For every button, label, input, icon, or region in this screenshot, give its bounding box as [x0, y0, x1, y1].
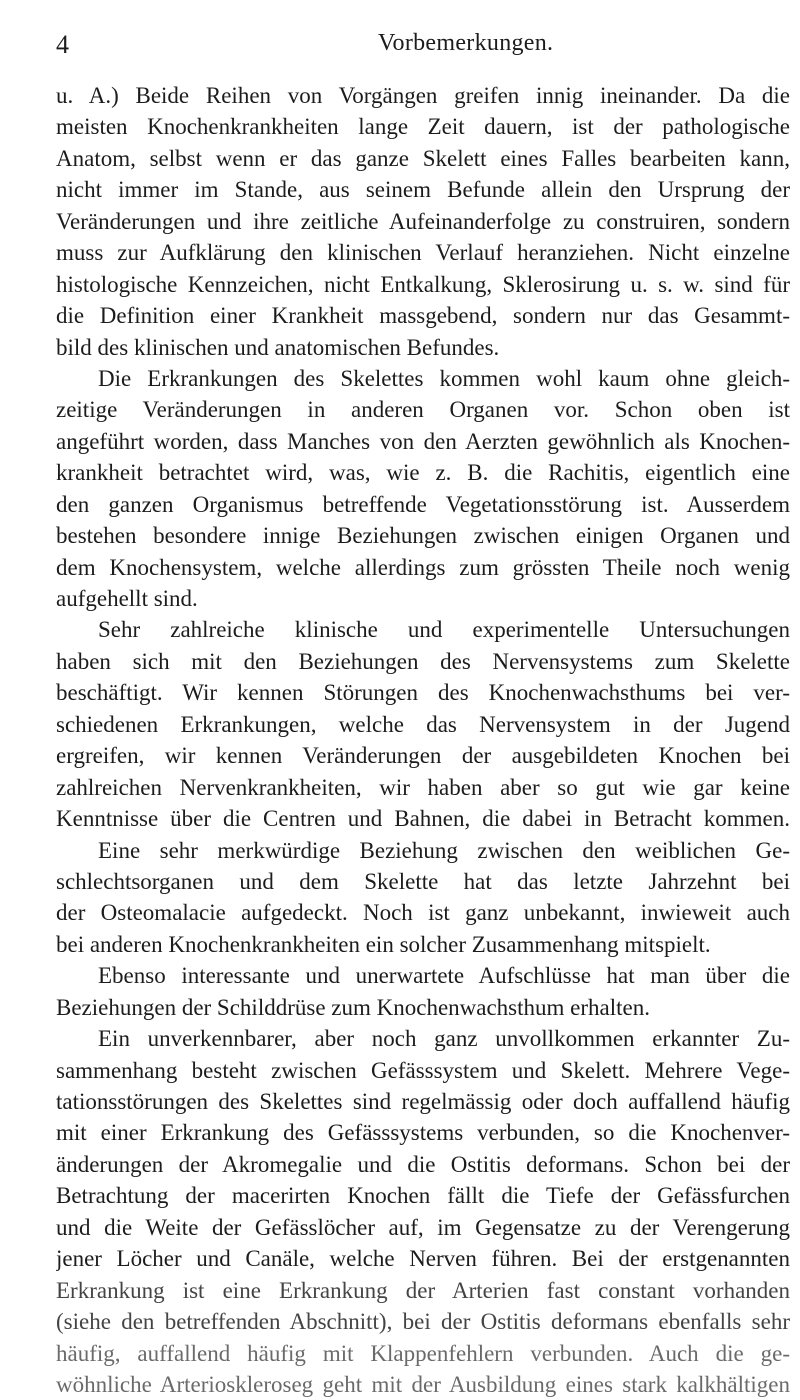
text-line: haben sich mit den Beziehungen des Nervensystems zum Skelette: [56, 648, 790, 674]
text-line: aufgehellt sind.: [56, 586, 198, 611]
text-line: Veränderungen und ihre zeitliche Aufeinanderfolge zu construiren, sondern: [56, 208, 790, 234]
text-line: krankheit betrachtet wird, was, wie z. B. die Rachitis, eigentlich eine: [56, 460, 790, 486]
text-line: Kenntnisse über die Centren und Bahnen, die dabei in Betracht kommen.: [56, 806, 790, 832]
text-line: änderungen der Akromegalie und die Ostitis deformans. Schon bei der: [56, 1151, 790, 1177]
body-text: [56, 80, 790, 1400]
text-line: Anatom, selbst wenn er das ganze Skelett eines Falles bearbeiten kann,: [56, 145, 790, 171]
text-line: wöhnliche Arterioskleroseg geht mit der Ausbildung eines stark kalkhältigen: [56, 1371, 790, 1397]
text-line: u. A.) Beide Reihen von Vorgängen greifen innig ineinander. Da die: [56, 83, 790, 108]
text-line: beschäftigt. Wir kennen Störungen des Knochenwachsthums bei ver-: [56, 680, 790, 706]
running-head: [56, 28, 790, 62]
text-line: nicht immer im Stande, aus seinem Befunde allein den Ursprung der: [56, 177, 790, 203]
text-line: häufig, auffallend häufig mit Klappenfehlern verbunden. Auch die ge-: [56, 1340, 790, 1366]
text-line: ergreifen, wir kennen Veränderungen der ausgebildeten Knochen bei: [56, 743, 790, 769]
paragraph-start-line: Die Erkrankungen des Skelettes kommen wohl kaum ohne gleich-: [98, 365, 790, 391]
text-line: meisten Knochenkrankheiten lange Zeit dauern, ist der pathologische: [56, 114, 790, 140]
text-line: der Osteomalacie aufgedeckt. Noch ist ganz unbekannt, inwieweit auch: [56, 900, 790, 926]
text-line: mit einer Erkrankung des Gefässsystems verbunden, so die Knochenver-: [56, 1120, 790, 1146]
text-line: jener Löcher und Canäle, welche Nerven führen. Bei der erstgenannten: [56, 1246, 790, 1272]
text-line: zahlreichen Nervenkrankheiten, wir haben aber so gut wie gar keine: [56, 774, 790, 800]
running-title: Vorbemerkungen.: [378, 30, 554, 56]
text-line: zeitige Veränderungen in anderen Organen vor. Schon oben ist: [56, 397, 790, 423]
text-line: histologische Kennzeichen, nicht Entkalkung, Sklerosirung u. s. w. sind für: [56, 271, 790, 297]
paragraph-start-line: Ein unverkennbarer, aber noch ganz unvollkommen erkannter Zu-: [98, 1026, 790, 1052]
text-line: sammenhang besteht zwischen Gefässsystem und Skelett. Mehrere Vege-: [56, 1057, 790, 1083]
text-line: den ganzen Organismus betreffende Vegetationsstörung ist. Ausserdem: [56, 491, 790, 517]
text-line: tationsstörungen des Skelettes sind regelmässig oder doch auffallend häufig: [56, 1089, 790, 1114]
paragraph-start-line: Eine sehr merkwürdige Beziehung zwischen den weiblichen Ge-: [98, 837, 790, 863]
paragraph-start-line: Ebenso interessante und unerwartete Aufschlüsse hat man über die: [98, 963, 790, 989]
text-line: angeführt worden, dass Manches von den Aerzten gewöhnlich als Knochen-: [56, 428, 790, 454]
text-line: bild des klinischen und anatomischen Befundes.: [56, 334, 500, 360]
text-line: (siehe den betreffenden Abschnitt), bei der Ostitis deformans ebenfalls sehr: [56, 1309, 790, 1335]
text-line: muss zur Aufklärung den klinischen Verlauf heranziehen. Nicht einzelne: [56, 240, 790, 266]
text-line: Beziehungen der Schilddrüse zum Knochenwachsthum erhalten.: [56, 994, 650, 1020]
text-line: Erkrankung ist eine Erkrankung der Arterien fast constant vorhanden: [56, 1277, 790, 1303]
text-line: schiedenen Erkrankungen, welche das Nervensystem in der Jugend: [56, 711, 790, 737]
text-line: bestehen besondere innige Beziehungen zwischen einigen Organen und: [56, 523, 790, 549]
page-number: 4: [56, 30, 69, 59]
text-line: Betrachtung der macerirten Knochen fällt die Tiefe der Gefässfurchen: [56, 1183, 790, 1209]
text-line: die Definition einer Krankheit massgebend, sondern nur das Gesammt-: [56, 303, 790, 329]
text-line: dem Knochensystem, welche allerdings zum grössten Theile noch wenig: [56, 554, 790, 580]
paragraph-start-line: Sehr zahlreiche klinische und experimentelle Untersuchungen: [98, 617, 790, 643]
text-line: schlechtsorganen und dem Skelette hat das letzte Jahrzehnt bei: [56, 868, 790, 894]
text-line: und die Weite der Gefässlöcher auf, im Gegensatze zu der Verengerung: [56, 1214, 790, 1240]
text-line: bei anderen Knochenkrankheiten ein solcher Zusammenhang mitspielt.: [56, 931, 711, 957]
